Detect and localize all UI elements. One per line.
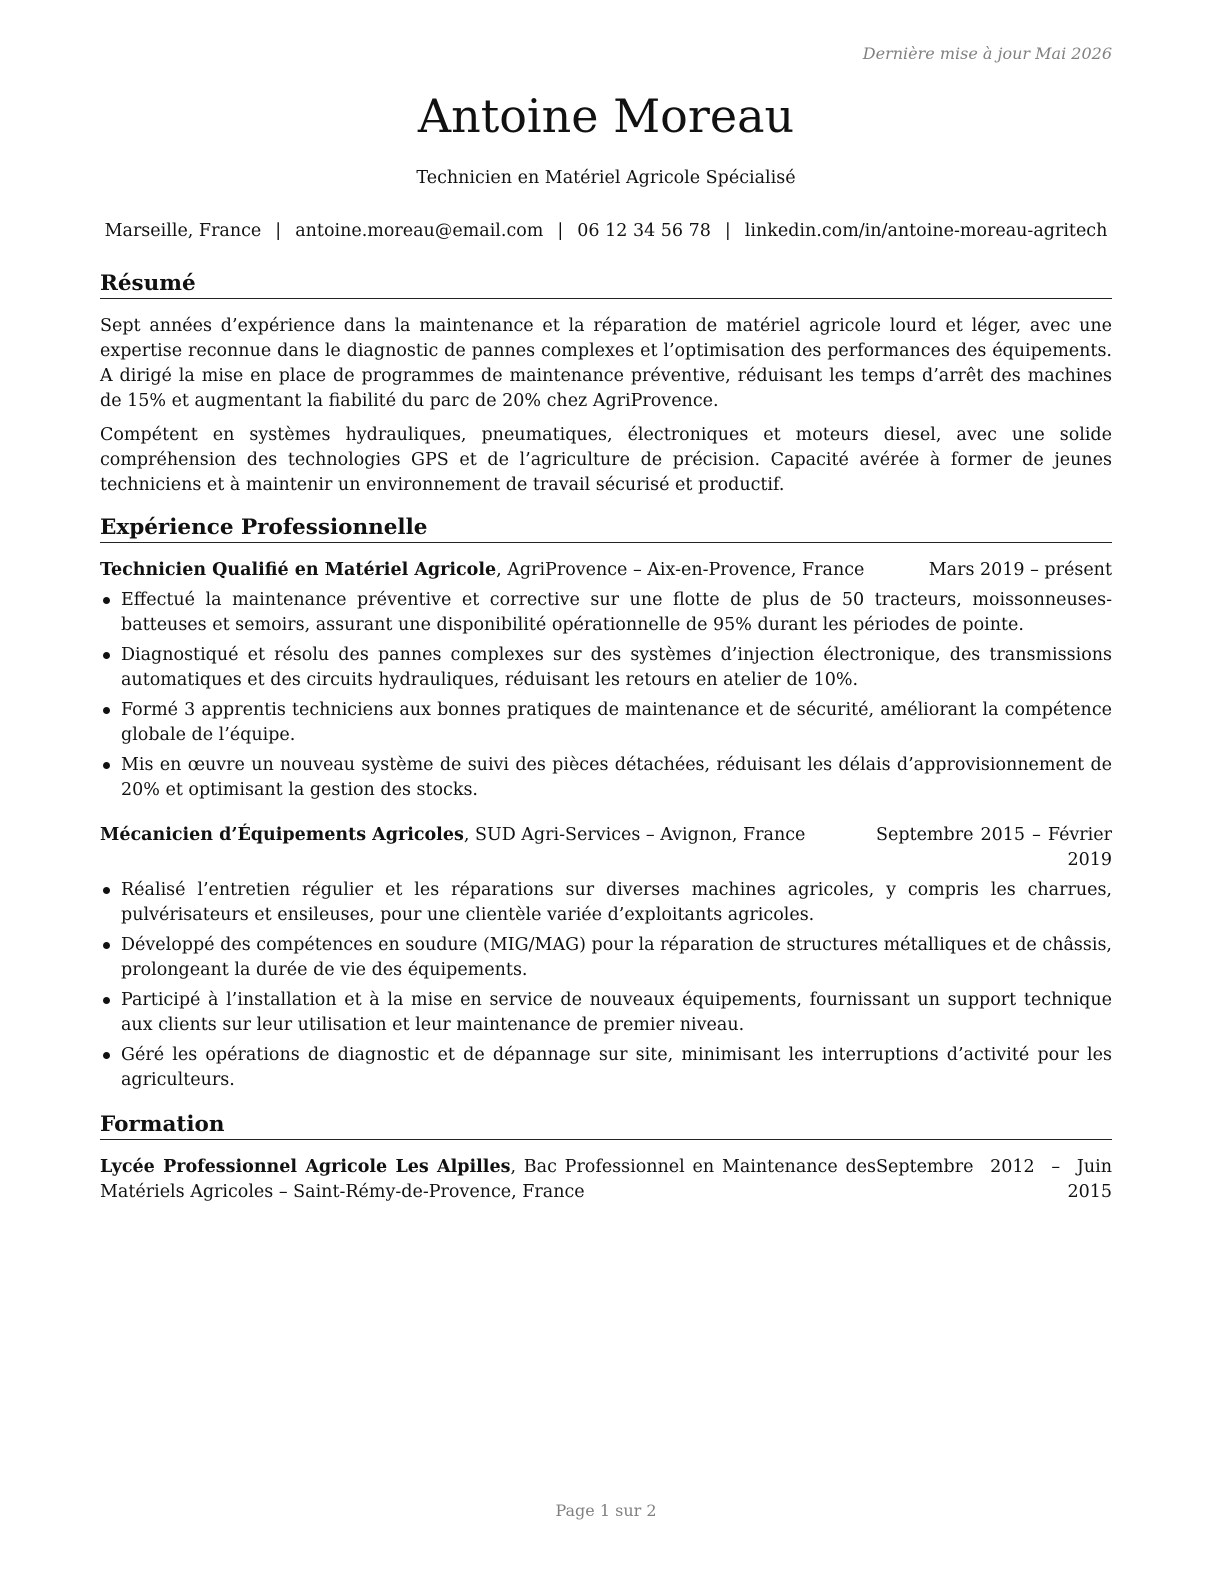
resume-page xyxy=(100,0,1112,1584)
job-bullet xyxy=(100,698,1112,748)
bullet-icon xyxy=(103,707,110,714)
job-bullets xyxy=(100,878,1112,1093)
job-dates: Mars 2019 – présent xyxy=(928,560,1112,580)
page-number: Page 1 sur 2 xyxy=(555,1501,657,1520)
bullet-icon xyxy=(103,997,110,1004)
candidate-name: Antoine Moreau xyxy=(417,89,795,143)
bullet-icon xyxy=(103,1052,110,1059)
contact-location: Marseille, France xyxy=(104,221,262,241)
section-title-education: Formation xyxy=(100,1111,1112,1140)
summary-paragraph: Compétent en systèmes hydrauliques, pneumatiques, électroniques et moteurs diesel, avec une solide compréhension des technologies GPS et de l’agriculture de précision. Capacité avérée à former de jeunes techniciens et à maintenir un environnement de travail sécurisé et productif. xyxy=(100,425,1112,495)
education-school: Lycée Professionnel Agricole Les Alpilles xyxy=(100,1157,511,1177)
job-bullet-text: Mis en œuvre un nouveau système de suivi des pièces détachées, réduisant les délais d’approvisionnement de 20% et optimisant la gestion des stocks. xyxy=(121,755,1112,800)
job-bullet xyxy=(100,988,1112,1038)
job-role: Mécanicien d’Équipements Agricoles xyxy=(100,825,464,845)
job-entry xyxy=(100,823,1112,1093)
headline: Technicien en Matériel Agricole Spécialisé xyxy=(416,168,796,188)
job-bullet-text: Formé 3 apprentis techniciens aux bonnes pratiques de maintenance et de sécurité, améliorant la compétence globale de l’équipe. xyxy=(121,700,1112,745)
bullet-icon xyxy=(103,887,110,894)
job-role: Technicien Qualifié en Matériel Agricole xyxy=(100,560,497,580)
contact-email[interactable]: antoine.moreau@email.com xyxy=(295,221,544,241)
job-entry xyxy=(100,558,1112,803)
job-bullet-text: Développé des compétences en soudure (MIG/MAG) pour la réparation de structures métalliques et de châssis, prolongeant la durée de vie des équipements. xyxy=(121,935,1112,980)
job-bullet xyxy=(100,643,1112,693)
contact-separator: | xyxy=(275,221,282,241)
job-header xyxy=(100,823,1112,873)
education-degree: , Bac Professionnel en Maintenance des Matériels Agricoles – Saint-Rémy-de-Provence, France xyxy=(100,1157,876,1202)
contact-line xyxy=(100,219,1112,243)
section-title-experience: Expérience Professionnelle xyxy=(100,514,1112,543)
last-updated: Dernière mise à jour Mai 2026 xyxy=(862,44,1112,63)
job-bullet-text: Géré les opérations de diagnostic et de dépannage sur site, minimisant les interruptions d’activité pour les agriculteurs. xyxy=(121,1045,1112,1090)
job-company: , SUD Agri-Services – Avignon, France xyxy=(463,825,806,845)
job-bullet-text: Effectué la maintenance préventive et corrective sur une flotte de plus de 50 tracteurs, moissonneuses-batteuses et semoirs, assurant une disponibilité opérationnelle de 95% durant les périodes de pointe. xyxy=(121,590,1112,635)
summary-paragraph: Sept années d’expérience dans la maintenance et la réparation de matériel agricole lourd et léger, avec une expertise reconnue dans le diagnostic de pannes complexes et l’optimisation des performances des équipements. A dirigé la mise en place de programmes de maintenance préventive, réduisant les temps d’arrêt des machines de 15% et augmentant la fiabilité du parc de 20% chez AgriProvence. xyxy=(100,316,1112,411)
job-header xyxy=(100,558,1112,583)
summary-section xyxy=(100,270,1112,498)
experience-section xyxy=(100,514,1112,1093)
education-dates: Septembre 2012 – Juin 2015 xyxy=(876,1157,1112,1202)
section-title-summary: Résumé xyxy=(100,270,1112,299)
job-bullet xyxy=(100,878,1112,928)
job-bullet-text: Participé à l’installation et à la mise en service de nouveaux équipements, fournissant un support technique aux clients sur leur utilisation et leur maintenance de premier niveau. xyxy=(121,990,1112,1035)
bullet-icon xyxy=(103,762,110,769)
contact-separator: | xyxy=(724,221,731,241)
job-dates: Septembre 2015 – Février 2019 xyxy=(876,825,1112,870)
job-company: , AgriProvence – Aix-en-Provence, France xyxy=(496,560,865,580)
bullet-icon xyxy=(103,942,110,949)
job-bullet xyxy=(100,588,1112,638)
job-bullet xyxy=(100,933,1112,983)
contact-separator: | xyxy=(557,221,564,241)
contact-phone[interactable]: 06 12 34 56 78 xyxy=(577,221,711,241)
education-section xyxy=(100,1111,1112,1205)
job-bullet-text: Réalisé l’entretien régulier et les réparations sur diverses machines agricoles, y compris les charrues, pulvérisateurs et ensileuses, pour une clientèle variée d’exploitants agricoles. xyxy=(121,880,1112,925)
job-bullets xyxy=(100,588,1112,803)
contact-linkedin[interactable]: linkedin.com/in/antoine-moreau-agritech xyxy=(744,221,1108,241)
bullet-icon xyxy=(103,652,110,659)
job-bullet-text: Diagnostiqué et résolu des pannes complexes sur des systèmes d’injection électronique, des transmissions automatiques et des circuits hydrauliques, réduisant les retours en atelier de 10%. xyxy=(121,645,1112,690)
job-bullet xyxy=(100,1043,1112,1093)
education-entry xyxy=(100,1155,1112,1205)
bullet-icon xyxy=(103,597,110,604)
job-bullet xyxy=(100,753,1112,803)
